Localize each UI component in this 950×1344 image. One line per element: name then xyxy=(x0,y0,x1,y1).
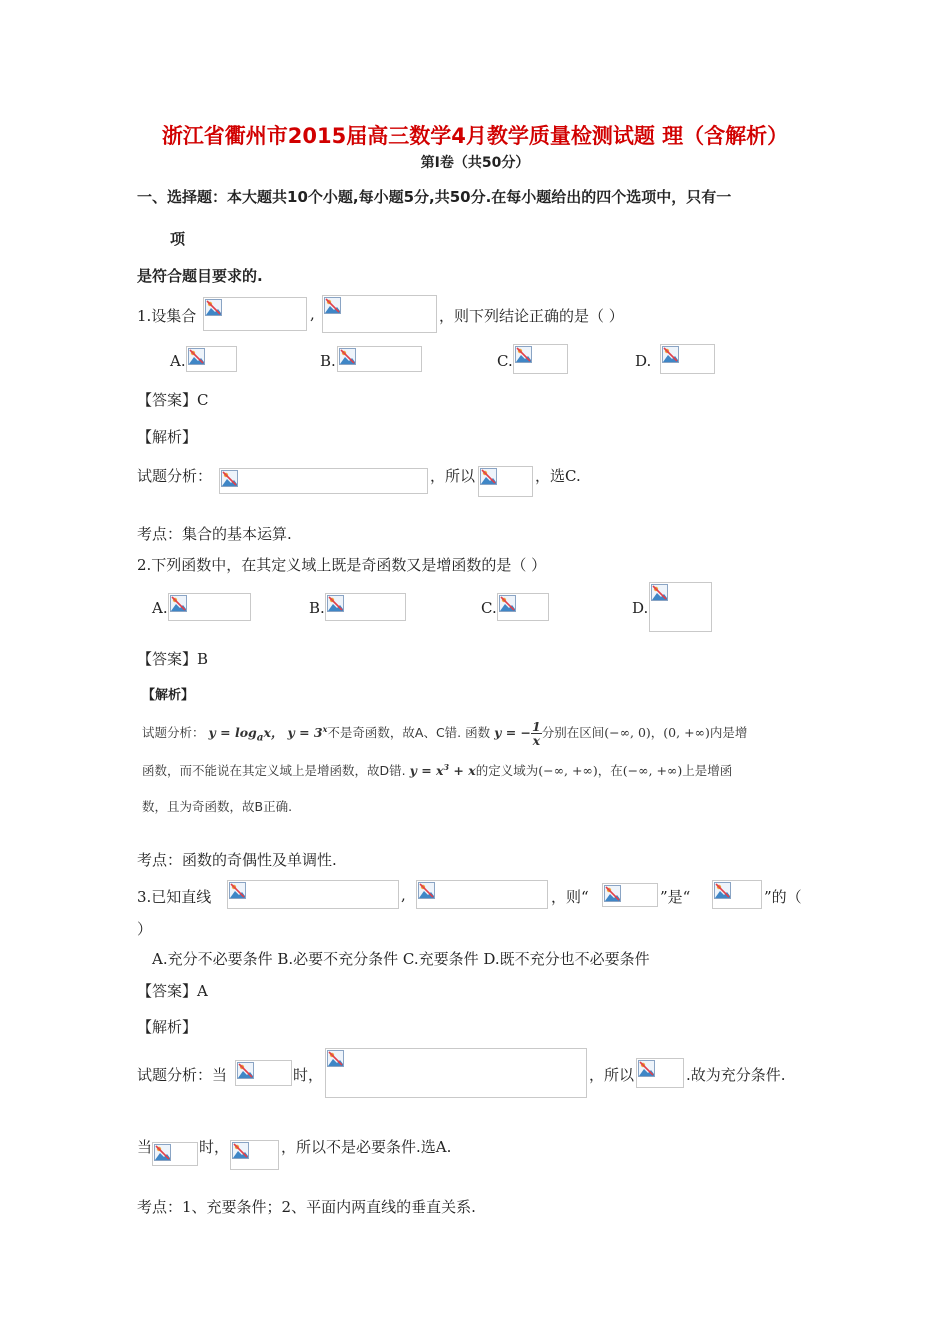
document-title: 浙江省衢州市2015届高三数学4月教学质量检测试题 理（含解析） xyxy=(161,124,789,148)
q3-options: A.充分不必要条件 B.必要不充分条件 C.充要条件 D.既不充分也不必要条件 xyxy=(152,950,650,968)
q2-detail2-text-3: ，在 xyxy=(597,763,623,778)
broken-image-icon xyxy=(651,584,668,601)
q1-detail-image-2 xyxy=(478,466,533,497)
q3-detail1-end: .故为充分条件. xyxy=(686,1066,786,1084)
q2-formula-domain-2: (−∞, +∞) xyxy=(622,763,683,778)
broken-image-icon xyxy=(418,882,435,899)
section-instructions-line3: 是符合题目要求的. xyxy=(137,267,263,285)
q2-option-c-label: C. xyxy=(481,599,497,617)
q2-option-b-image xyxy=(325,593,406,621)
q3-of: ”的（ xyxy=(764,888,802,906)
q1-option-b-label: B. xyxy=(320,352,336,370)
q1-option-b-image xyxy=(337,346,422,372)
section-instructions-line1: 一、选择题：本大题共10个小题,每小题5分,共50分.在每小题给出的四个选项中，只有一 xyxy=(137,188,732,206)
q3-detail2-end: ，所以不是必要条件.选A. xyxy=(281,1138,452,1156)
q2-formula-intervals: (−∞, 0)，(0, +∞) xyxy=(604,725,710,740)
q3-stem-prefix: 3.已知直线 xyxy=(137,888,212,906)
broken-image-icon xyxy=(480,468,497,485)
q2-formula-cubic-end: + x xyxy=(449,763,476,778)
q3-detail1-so: ，所以 xyxy=(589,1066,635,1084)
q2-formula-log: y = log xyxy=(208,725,257,740)
q3-answer: 【答案】A xyxy=(137,982,208,1000)
q2-formula-log-base: a xyxy=(256,731,264,744)
q3-detail1-prefix: 试题分析：当 xyxy=(137,1066,228,1084)
q2-formula-exp-power: x xyxy=(322,723,328,734)
broken-image-icon xyxy=(339,348,356,365)
q1-option-c-label: C. xyxy=(497,352,513,370)
q2-option-d-label: D. xyxy=(632,599,649,617)
q1-option-d-label: D. xyxy=(635,352,652,370)
q2-stem: 2.下列函数中，在其定义域上既是奇函数又是增函数的是（ ） xyxy=(137,556,547,574)
q2-detail2-text-1: 函数，而不能说在其定义域上是增函数，故D错. xyxy=(142,763,406,778)
q1-detail-prefix: 试题分析： xyxy=(137,467,213,485)
q1-answer: 【答案】C xyxy=(137,391,209,409)
broken-image-icon xyxy=(327,1050,344,1067)
q2-formula-log-end: x， xyxy=(263,725,284,740)
q1-detail-suffix: ，选C. xyxy=(535,467,581,485)
q2-option-b-label: B. xyxy=(309,599,325,617)
q1-stem-prefix: 1.设集合 xyxy=(137,307,197,325)
q3-condition-2-image xyxy=(712,880,762,909)
q3-comma: , xyxy=(401,886,406,904)
q2-detail-text-2: 分别在区间 xyxy=(541,725,605,740)
broken-image-icon xyxy=(237,1062,254,1079)
q2-answer: 【答案】B xyxy=(137,650,209,668)
broken-image-icon xyxy=(714,882,731,899)
q1-option-d-image xyxy=(660,344,715,374)
q2-detail-text-1: 不是奇函数，故A、C错. 函数 xyxy=(327,725,491,740)
broken-image-icon xyxy=(205,299,222,316)
broken-image-icon xyxy=(229,882,246,899)
q3-detail1-when: 时， xyxy=(293,1066,324,1084)
q2-fraction-numerator: 1 xyxy=(532,719,541,734)
broken-image-icon xyxy=(221,470,238,487)
q3-condition-1-image xyxy=(602,883,658,907)
q2-option-a-image xyxy=(168,593,251,621)
q3-is: ”是“ xyxy=(660,888,691,906)
q3-detail2-image-2 xyxy=(230,1140,279,1170)
q2-option-c-image xyxy=(497,593,549,621)
broken-image-icon xyxy=(327,595,344,612)
q3-detail2-prefix: 当 xyxy=(137,1138,153,1156)
q3-detail1-image-2 xyxy=(325,1048,587,1098)
q3-line-1-image xyxy=(227,880,399,909)
q2-formula-cubic-power: 3 xyxy=(443,761,450,772)
q2-formula-cubic: y = x xyxy=(409,763,444,778)
q1-option-a-image xyxy=(186,346,237,372)
q3-then: ，则“ xyxy=(551,888,589,906)
q1-stem-suffix: ，则下列结论正确的是（ ） xyxy=(439,307,624,325)
q2-detail2-text-2: 的定义域为 xyxy=(475,763,539,778)
q3-analysis-heading: 【解析】 xyxy=(137,1018,198,1036)
section-instructions-line2: 项 xyxy=(170,230,186,248)
q3-detail2-when: 时， xyxy=(199,1138,230,1156)
q3-detail1-image-3 xyxy=(636,1058,684,1088)
broken-image-icon xyxy=(662,346,679,363)
q1-point: 考点：集合的基本运算. xyxy=(137,525,292,543)
q1-set-b-image xyxy=(322,295,437,333)
q1-comma: , xyxy=(310,305,315,323)
broken-image-icon xyxy=(154,1144,171,1161)
broken-image-icon xyxy=(638,1060,655,1077)
q3-close-paren: ） xyxy=(137,920,153,938)
q2-detail-prefix: 试题分析： xyxy=(142,725,205,740)
q2-option-a-label: A. xyxy=(152,599,168,617)
q2-detail-text-3: 内是增 xyxy=(709,725,748,740)
q2-fraction xyxy=(531,720,542,747)
broken-image-icon xyxy=(515,346,532,363)
q2-fraction-denominator: x xyxy=(532,733,541,748)
q3-detail1-image-1 xyxy=(235,1060,292,1086)
q3-line-2-image xyxy=(416,880,548,909)
broken-image-icon xyxy=(604,885,621,902)
q2-detail-line2 xyxy=(142,761,732,779)
q2-option-d-image xyxy=(649,582,712,632)
q1-analysis-heading: 【解析】 xyxy=(137,428,198,446)
q2-formula-domain: (−∞, +∞) xyxy=(538,763,598,778)
q1-option-c-image xyxy=(513,344,568,374)
broken-image-icon xyxy=(232,1142,249,1159)
q2-analysis-heading: 【解析】 xyxy=(142,688,195,703)
q2-formula-exp: y = 3 xyxy=(287,725,323,740)
q2-detail-line1 xyxy=(142,720,747,747)
broken-image-icon xyxy=(170,595,187,612)
part-heading: 第Ⅰ卷（共50分） xyxy=(420,155,530,171)
broken-image-icon xyxy=(188,348,205,365)
q2-point: 考点：函数的奇偶性及单调性. xyxy=(137,851,337,869)
q2-detail2-text-4: 上是增函 xyxy=(682,763,733,778)
q2-detail-line3: 数，且为奇函数，故B正确. xyxy=(142,799,293,814)
q3-point: 考点：1、充要条件；2、平面内两直线的垂直关系. xyxy=(137,1198,476,1216)
q1-detail-image-1 xyxy=(219,468,428,494)
q3-detail2-image-1 xyxy=(152,1142,198,1166)
q2-formula-recip: y = − xyxy=(494,725,532,740)
broken-image-icon xyxy=(499,595,516,612)
broken-image-icon xyxy=(324,297,341,314)
q1-option-a-label: A. xyxy=(170,352,186,370)
q1-detail-mid: ，所以 xyxy=(430,467,476,485)
q1-set-a-image xyxy=(203,297,307,331)
